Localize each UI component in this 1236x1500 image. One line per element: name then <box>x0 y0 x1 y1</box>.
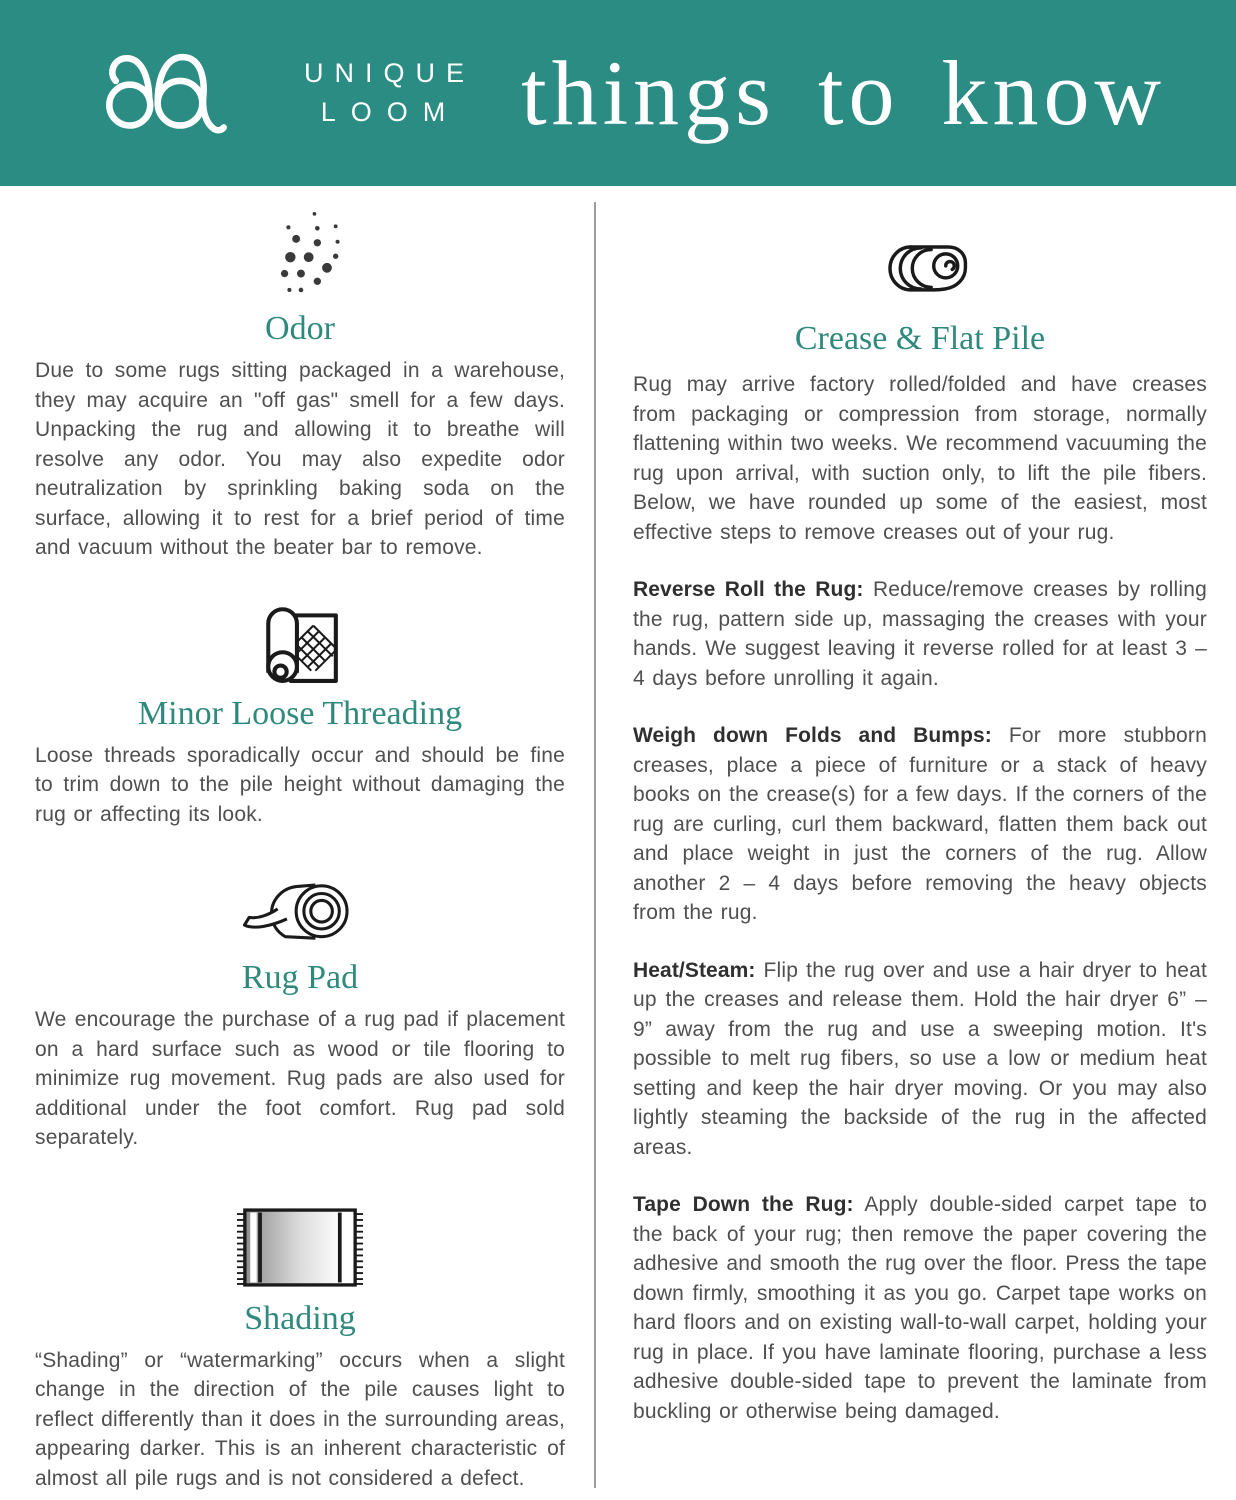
content-area <box>0 186 1236 1500</box>
shaded-rug-fringe-icon <box>35 1205 565 1290</box>
brand-name-top: UNIQUE <box>304 58 476 88</box>
crease-intro-text: Rug may arrive factory rolled/folded and have creases from packaging or compression from storage, normally flattening within two weeks. We recommend vacuuming the rug upon arrival, with suction only, to lift the pile fibers. Below, we have rounded up some of the easiest, most effective steps to remove creases out of your rug. <box>633 373 1207 544</box>
page-title: things to know <box>521 42 1166 144</box>
tip-label: Heat/Steam: <box>633 958 756 982</box>
section-heading-odor: Odor <box>265 310 335 347</box>
rolled-rug-side-spiral-icon <box>633 238 1207 292</box>
section-heading-crease: Crease & Flat Pile <box>794 320 1046 357</box>
tip-text: For more stubborn creases, place a piece of furniture or a stack of heavy books on the crease(s) for a few days. If the corners of the rug are curling, curl them backward, flatten them back out and place weight in just the corners of the rug. Allow another 2 – 4 days before removing the heavy objects from the rug. <box>633 724 1207 924</box>
header-banner <box>0 0 1236 186</box>
column-divider <box>594 202 596 1488</box>
section-heading-shading: Shading <box>244 1299 356 1337</box>
unique-loom-logo-icon <box>100 46 286 140</box>
section-body-loose-threading: Loose threads sporadically occur and should be fine to trim down to the pile height without damaging the rug or affecting its look. <box>35 743 565 826</box>
section-body-rug-pad: We encourage the purchase of a rug pad if placement on a hard surface such as wood or tile flooring to minimize rug movement. Rug pads are also used for additional under the foot comfort. Rug pad sold separately. <box>35 1008 565 1149</box>
tip-tape-down <box>633 1190 1207 1426</box>
section-odor <box>35 198 565 563</box>
section-shading <box>35 1205 565 1494</box>
section-heading-rug-pad: Rug Pad <box>241 959 359 996</box>
tip-heat-steam <box>633 956 1207 1163</box>
section-loose-threading <box>35 599 565 830</box>
tip-label: Weigh down Folds and Bumps: <box>633 724 992 747</box>
tip-reverse-roll <box>633 575 1207 693</box>
section-body-shading: “Shading” or “watermarking” occurs when a slight change in the direction of the pile causes light to reflect differently than it does in the surrounding areas, appearing darker. This is an inherent characteristic of almost all pile rugs and is not considered a defect. <box>35 1348 565 1490</box>
brand-name-bottom: LOOM <box>320 97 461 127</box>
rolled-rug-crosshatch-icon <box>35 599 565 685</box>
tip-label: Tape Down the Rug: <box>633 1193 854 1216</box>
tip-weigh-down <box>633 721 1207 928</box>
odor-dots-icon <box>35 198 565 300</box>
tip-text: Flip the rug over and use a hair dryer to heat up the creases and release them. Hold the hair dryer 6” – 9” away from the rug and use a sweeping motion. It's possible to melt rug fibers, so use a low or medium heat setting and keep the hair dryer moving. Or you may also lightly steaming the backside of the rug in the affected areas. <box>633 958 1207 1159</box>
section-heading-loose-threading: Minor Loose Threading <box>137 694 463 732</box>
rug-pad-roll-icon <box>35 875 565 949</box>
tip-text: Reduce/remove creases by rolling the rug, pattern side up, massaging the creases with your hands. We suggest leaving it reverse rolled for at least 3 – 4 days before unrolling it again. <box>633 578 1207 690</box>
section-rug-pad <box>35 875 565 1153</box>
right-column <box>633 186 1207 1426</box>
tip-label: Reverse Roll the Rug: <box>633 578 864 601</box>
left-column <box>35 186 565 1493</box>
section-body-odor: Due to some rugs sitting packaged in a warehouse, they may acquire an "off gas" smell for a few days. Unpacking the rug and allowing it to breathe will resolve any odor. You may also expedite odor neutralization by sprinkling baking soda on the surface, allowing it to rest for a brief period of time and vacuum without the beater bar to remove. <box>35 359 565 559</box>
brand-lockup <box>298 58 475 128</box>
tip-text: Apply double-sided carpet tape to the back of your rug; then remove the paper covering the adhesive and smooth the rug over the floor. Press the tape down firmly, smoothing it as you go. Carpet tape works on hard floors and on existing wall-to-wall carpet, holding your rug in place. If you have laminate flooring, purchase a less adhesive double-sided tape to prevent the laminate from buckling or otherwise being damaged. <box>633 1193 1207 1423</box>
